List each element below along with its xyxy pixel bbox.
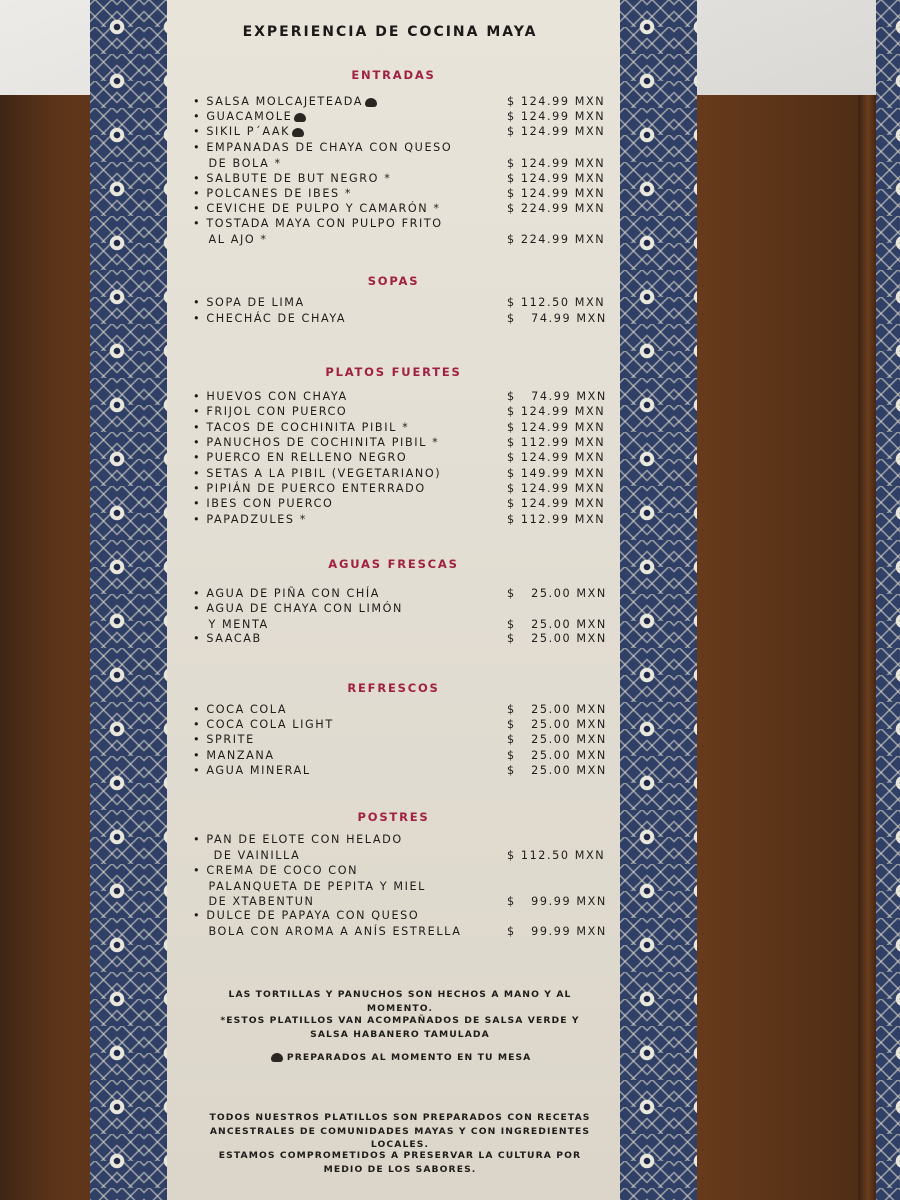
menu-item-name: BOLA CON AROMA A ANÍS ESTRELLA <box>193 924 462 938</box>
menu-item-name: • AGUA DE CHAYA CON LIMÓN <box>193 602 404 615</box>
menu-item-name: • COCA COLA <box>193 703 288 716</box>
menu-item-name: • MANZANA <box>193 749 275 762</box>
menu-item-name: • EMPANADAS DE CHAYA CON QUESO <box>193 141 453 154</box>
menu-item-name: • COCA COLA LIGHT <box>193 718 334 731</box>
menu-item-name: • DULCE DE PAPAYA CON QUESO <box>193 909 420 922</box>
menu-item-name: • PAPADZULES * <box>193 513 307 526</box>
menu-item-name: • SALSA MOLCAJETEADA <box>193 95 377 108</box>
menu-item-price: $ 124.99 MXN <box>507 451 606 464</box>
menu-item-price: $ 112.99 MXN <box>507 436 606 449</box>
menu-item-price: $ 112.99 MXN <box>507 513 606 526</box>
menu-item-price: $ 124.99 MXN <box>507 482 606 495</box>
menu-item-name: • SOPA DE LIMA <box>193 296 305 309</box>
molcajete-icon <box>271 1053 283 1062</box>
menu-title: EXPERIENCIA DE COCINA MAYA <box>242 24 538 40</box>
menu-item-name: DE XTABENTUN <box>193 895 315 908</box>
menu-item-price: $ 124.99 MXN <box>507 95 606 108</box>
menu-item-price: $ 124.99 MXN <box>507 110 606 123</box>
note-table-text: PREPARADOS AL MOMENTO EN TU MESA <box>286 1052 532 1063</box>
menu-item-price: $ 25.00 MXN <box>507 733 607 746</box>
menu-item-price: $ 25.00 MXN <box>507 703 607 716</box>
menu-item-price: $ 99.99 MXN <box>507 924 607 938</box>
menu-item-name: • TOSTADA MAYA CON PULPO FRITO <box>193 217 443 230</box>
section-heading: SOPAS <box>367 274 420 288</box>
menu-item-name: DE VAINILLA <box>193 848 301 862</box>
menu-item-name: • AGUA DE PIÑA CON CHÍA <box>193 587 381 600</box>
menu-item-name: • PAN DE ELOTE CON HELADO <box>193 833 403 846</box>
menu-item-name: • GUACAMOLE <box>193 110 306 123</box>
menu-item-price: $ 25.00 MXN <box>507 718 607 731</box>
menu-item-price: $ 224.99 MXN <box>507 232 606 246</box>
section-heading: AGUAS FRESCAS <box>328 557 459 571</box>
board-edge <box>858 95 878 1200</box>
menu-item-name: • PUERCO EN RELLENO NEGRO <box>193 451 408 464</box>
note-recipes: TODOS NUESTROS PLATILLOS SON PREPARADOS CON RECETAS ANCESTRALES DE COMUNIDADES MAYAS Y CON INGREDIENTES LOCALES. <box>209 1112 591 1150</box>
menu-item-price: $ 224.99 MXN <box>507 202 606 215</box>
menu-item-price: $ 112.50 MXN <box>507 296 606 309</box>
menu-item-price: $ 124.99 MXN <box>507 405 606 418</box>
menu-item-name: • SIKIL P´AAK <box>193 125 304 138</box>
molcajete-icon <box>294 113 306 122</box>
menu-item-name: • SPRITE <box>193 733 255 746</box>
tile-border-right <box>620 0 697 1200</box>
menu-item-price: $ 74.99 MXN <box>507 390 607 403</box>
tile-border-far-right <box>876 0 900 1200</box>
menu-item-price: $ 124.99 MXN <box>507 497 606 510</box>
menu-item-price: $ 25.00 MXN <box>507 587 607 600</box>
menu-item-name: • CREMA DE COCO CON <box>193 864 359 877</box>
note-culture: ESTAMOS COMPROMETIDOS A PRESERVAR LA CULTURA POR MEDIO DE LOS SABORES. <box>218 1150 582 1175</box>
menu-item-name: PALANQUETA DE PEPITA Y MIEL <box>193 879 427 893</box>
molcajete-icon <box>292 128 304 137</box>
molcajete-icon <box>365 98 377 107</box>
section-heading: POSTRES <box>357 810 430 824</box>
menu-item-name: Y MENTA <box>193 617 269 631</box>
tile-border-left <box>90 0 167 1200</box>
menu-item-price: $ 112.50 MXN <box>507 848 606 862</box>
menu-item-price: $ 25.00 MXN <box>507 764 607 777</box>
menu-item-name: • AGUA MINERAL <box>193 764 311 777</box>
section-heading: PLATOS FUERTES <box>325 365 462 379</box>
menu-item-name: • SALBUTE DE BUT NEGRO * <box>193 172 392 185</box>
menu-item-price: $ 124.99 MXN <box>507 125 606 138</box>
menu-item-price: $ 99.99 MXN <box>507 895 607 908</box>
menu-item-price: $ 124.99 MXN <box>507 172 606 185</box>
menu-item-name: • CHECHÁC DE CHAYA <box>193 312 347 325</box>
menu-item-name: • SETAS A LA PIBIL (VEGETARIANO) <box>193 467 442 480</box>
menu-item-price: $ 124.99 MXN <box>507 156 606 170</box>
menu-item-name: • HUEVOS CON CHAYA <box>193 390 348 403</box>
menu-item-name: • FRIJOL CON PUERCO <box>193 405 348 418</box>
menu-item-price: $ 149.99 MXN <box>507 467 606 480</box>
menu-item-price: $ 25.00 MXN <box>507 749 607 762</box>
menu-item-name: • TACOS DE COCHINITA PIBIL * <box>193 421 410 434</box>
menu-item-name: DE BOLA * <box>193 156 282 170</box>
menu-item-name: • IBES CON PUERCO <box>193 497 334 510</box>
menu-item-name: • SAACAB <box>193 632 262 645</box>
menu-item-price: $ 124.99 MXN <box>507 421 606 434</box>
menu-item-price: $ 25.00 MXN <box>507 632 607 645</box>
section-heading: REFRESCOS <box>347 681 440 695</box>
menu-item-name: AL AJO * <box>193 232 268 246</box>
note-tortillas: LAS TORTILLAS Y PANUCHOS SON HECHOS A MANO Y AL MOMENTO. <box>228 989 572 1014</box>
menu-item-name: • PANUCHOS DE COCHINITA PIBIL * <box>193 436 440 449</box>
menu-item-name: • POLCANES DE IBES * <box>193 187 353 200</box>
menu-item-price: $ 25.00 MXN <box>507 617 607 631</box>
menu-item-price: $ 124.99 MXN <box>507 187 606 200</box>
note-salsas: *ESTOS PLATILLOS VAN ACOMPAÑADOS DE SALSA VERDE Y SALSA HABANERO TAMULADA <box>220 1015 580 1040</box>
note-table-prepared <box>205 1051 595 1065</box>
menu-item-name: • CEVICHE DE PULPO Y CAMARÓN * <box>193 202 441 215</box>
section-heading: ENTRADAS <box>351 68 436 82</box>
menu-item-name: • PIPIÁN DE PUERCO ENTERRADO <box>193 482 426 495</box>
menu-item-price: $ 74.99 MXN <box>507 312 607 325</box>
